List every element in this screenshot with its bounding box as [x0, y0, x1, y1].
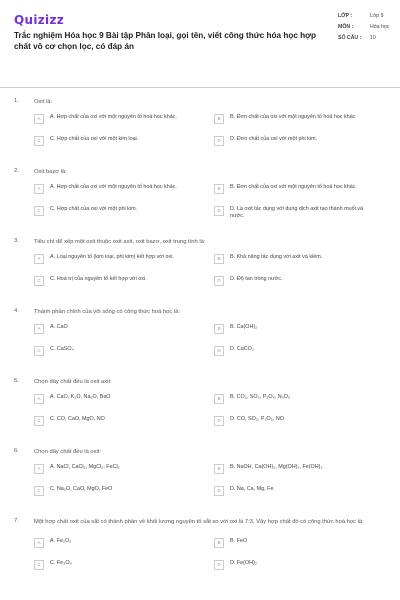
answer-option[interactable]: [34, 538, 184, 548]
quizizz-logo: Quizizz: [14, 13, 65, 27]
option-letter-box[interactable]: C: [34, 486, 44, 496]
option-letter-box[interactable]: C: [34, 136, 44, 146]
question-text: Tiêu chí để xếp một oxit thuộc oxit axit, oxit bazơ, oxit trung tính là:: [34, 239, 206, 245]
answer-option[interactable]: [34, 464, 184, 474]
option-text: C. Fe₃O₄: [50, 560, 72, 566]
option-letter-box[interactable]: C: [34, 416, 44, 426]
option-letter-box[interactable]: B: [214, 184, 224, 194]
question-block: [0, 304, 400, 374]
option-text: C. Hoá trị của nguyên tố kết hợp với oxi.: [50, 276, 147, 282]
option-letter-box[interactable]: A: [34, 254, 44, 264]
answer-option[interactable]: [34, 276, 184, 286]
worksheet-header: [0, 0, 400, 80]
answer-option[interactable]: [34, 346, 184, 356]
option-letter-box[interactable]: A: [34, 114, 44, 124]
option-text: B. Khả năng tác dụng với axit và kiềm.: [230, 254, 323, 260]
option-text: D. Độ tan trong nước.: [230, 276, 283, 282]
option-letter-box[interactable]: D: [214, 560, 224, 570]
answer-option[interactable]: [214, 254, 364, 264]
option-letter-box[interactable]: B: [214, 324, 224, 334]
option-letter-box[interactable]: D: [214, 276, 224, 286]
answer-option[interactable]: [214, 206, 364, 220]
option-text: D. CaCO₃: [230, 346, 255, 352]
option-text: C. CO, CaO, MgO, NO: [50, 416, 105, 422]
worksheet-title: Trắc nghiệm Hóa học 9 Bài tập Phân loại, gọi tên, viết công thức hóa học hợp chất vô cơ chọn lọc, có đáp án: [14, 31, 316, 51]
option-text: A. CaO, K₂O, Na₂O, BaO: [50, 394, 111, 400]
answer-option[interactable]: [214, 538, 364, 548]
meta-label: MÔN :: [338, 24, 354, 30]
option-text: D. Na, Ca, Mg, Fe: [230, 486, 274, 492]
question-text: Chọn dãy chất đều là oxit:: [34, 449, 102, 455]
option-text: A. CaO: [50, 324, 68, 330]
answer-option[interactable]: [214, 464, 364, 474]
header-divider: [0, 87, 400, 88]
answer-option[interactable]: [214, 114, 364, 124]
option-letter-box[interactable]: D: [214, 416, 224, 426]
option-text: A. Hợp chất của oxi với một nguyên tố hoá học khác.: [50, 114, 177, 120]
option-text: B. FeO: [230, 538, 248, 544]
answer-option[interactable]: [214, 416, 364, 426]
meta-value: Hóa học: [370, 24, 390, 30]
meta-label: LỚP :: [338, 13, 353, 19]
option-text: A. NaCl, CaCl₂, MgCl₂, FeCl₂: [50, 464, 120, 470]
option-letter-box[interactable]: D: [214, 136, 224, 146]
option-text: C. Hợp chất của oxi với một phi kim.: [50, 206, 138, 212]
answer-option[interactable]: [34, 560, 184, 570]
question-block: [0, 374, 400, 444]
option-letter-box[interactable]: A: [34, 184, 44, 194]
answer-option[interactable]: [34, 114, 184, 124]
answer-option[interactable]: [214, 324, 364, 334]
answer-option[interactable]: [214, 346, 364, 356]
question-block: [0, 444, 400, 514]
option-letter-box[interactable]: A: [34, 464, 44, 474]
question-text: Chọn dãy chất đều là oxit axit:: [34, 379, 112, 385]
answer-option[interactable]: [34, 254, 184, 264]
option-letter-box[interactable]: D: [214, 206, 224, 216]
question-text: Oxit là:: [34, 99, 53, 105]
answer-option[interactable]: [34, 184, 184, 194]
option-letter-box[interactable]: C: [34, 276, 44, 286]
answer-option[interactable]: [34, 416, 184, 426]
question-number: 7.: [14, 518, 19, 524]
option-text: D. Là oxit tác dụng với dung dịch axit tạo thành muối và nước.: [230, 206, 363, 219]
answer-option[interactable]: [34, 324, 184, 334]
option-letter-box[interactable]: B: [214, 394, 224, 404]
question-number: 3.: [14, 238, 19, 244]
option-letter-box[interactable]: C: [34, 346, 44, 356]
option-letter-box[interactable]: D: [214, 486, 224, 496]
option-letter-box[interactable]: C: [34, 560, 44, 570]
option-letter-box[interactable]: B: [214, 254, 224, 264]
question-number: 5.: [14, 378, 19, 384]
answer-option[interactable]: [34, 206, 184, 216]
question-number: 4.: [14, 308, 19, 314]
option-letter-box[interactable]: C: [34, 206, 44, 216]
question-block: [0, 94, 400, 164]
option-text: C. CaSO₄: [50, 346, 74, 352]
option-letter-box[interactable]: A: [34, 538, 44, 548]
answer-option[interactable]: [214, 276, 364, 286]
question-number: 6.: [14, 448, 19, 454]
option-letter-box[interactable]: B: [214, 538, 224, 548]
question-block: [0, 514, 400, 584]
answer-option[interactable]: [34, 394, 184, 404]
question-list: [0, 94, 400, 584]
question-number: 2.: [14, 168, 19, 174]
option-text: B. Đơn chất của oxi với một nguyên tố hoá học khác.: [230, 184, 357, 190]
option-letter-box[interactable]: B: [214, 114, 224, 124]
meta-value: 10: [370, 35, 376, 41]
question-number: 1.: [14, 98, 19, 104]
answer-option[interactable]: [34, 486, 184, 496]
answer-option[interactable]: [34, 136, 184, 146]
meta-row-count: [338, 35, 390, 41]
worksheet-meta: [338, 13, 390, 46]
option-letter-box[interactable]: D: [214, 346, 224, 356]
option-text: A. Hợp chất của oxi với một nguyên tố hoá học khác.: [50, 184, 177, 190]
option-text: A. Loại nguyên tố (kim loại, phi kim) kết hợp với oxi.: [50, 254, 174, 260]
meta-label: SỐ CÂU :: [338, 35, 362, 41]
answer-option[interactable]: [214, 184, 364, 194]
option-text: D. Fe(OH)₂: [230, 560, 257, 566]
option-text: B. Đơn chất của oxi với một nguyên tố hoá học khác: [230, 114, 356, 120]
option-text: D. CO, SO₂, P₂O₅, NO: [230, 416, 284, 422]
meta-row-class: [338, 13, 390, 19]
answer-option[interactable]: [214, 394, 364, 404]
question-text: Oxit bazơ là:: [34, 169, 67, 175]
answer-option[interactable]: [214, 136, 364, 146]
option-text: D. Đơn chất của oxi với một phi kim.: [230, 136, 318, 142]
question-text: Một hợp chất oxit của sắt có thành phần về khối lượng nguyên tố sắt so với oxi là 7:3. Vậy hợp chất đó có công thức hoá học là:: [34, 519, 364, 525]
question-block: [0, 234, 400, 304]
option-text: B. NaOH, Ca(OH)₂, Mg(OH)₂, Fe(OH)₂: [230, 464, 323, 470]
option-text: C. Na₂O, CaO, MgO, FeO: [50, 486, 113, 492]
answer-option[interactable]: [214, 486, 364, 496]
meta-row-subject: [338, 24, 390, 30]
option-letter-box[interactable]: B: [214, 464, 224, 474]
option-text: C. Hợp chất của oxi với một kim loại.: [50, 136, 139, 142]
option-letter-box[interactable]: A: [34, 394, 44, 404]
option-text: B. Ca(OH)₂: [230, 324, 258, 330]
option-letter-box[interactable]: A: [34, 324, 44, 334]
answer-option[interactable]: [214, 560, 364, 570]
meta-value: Lớp 9: [370, 13, 384, 19]
question-text: Thành phần chính của vôi sống có công thức hoá học là:: [34, 309, 181, 315]
option-text: A. Fe₂O₃: [50, 538, 72, 544]
question-block: [0, 164, 400, 234]
option-text: B. CO₂, SO₃, P₂O₅, N₂O₅: [230, 394, 291, 400]
